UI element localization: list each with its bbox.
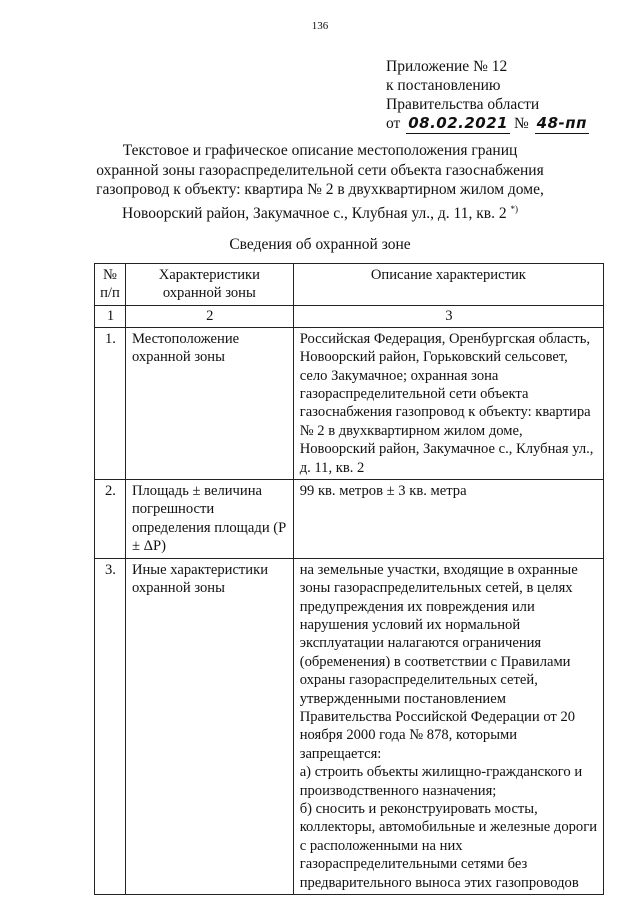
zone-info-table bbox=[94, 263, 604, 895]
row-2-num: 2. bbox=[95, 480, 126, 559]
header-char-line-1: Характеристики bbox=[158, 267, 260, 283]
row-3-description bbox=[293, 558, 603, 894]
header-num bbox=[95, 264, 126, 306]
row-3-desc-paragraph-1: на земельные участки, входящие в охранные зоны газораспределительных сетей, в целях предупреждения их повреждения или нарушения условий их нормальной эксплуатации налагаются ограничения (обременения) в соответствии с Правилами охраны газораспределительных сетей, утвержденными постановлением Правительства Российской Федерации от 20 ноября 2000 года № 878, которыми запрещается: bbox=[299, 561, 578, 762]
table-row bbox=[95, 558, 604, 894]
handwritten-date: 08.02.2021 bbox=[408, 114, 509, 132]
appendix-line-3: Правительства области bbox=[386, 96, 540, 113]
title-line-4 bbox=[90, 200, 550, 224]
index-cell-2: 2 bbox=[125, 305, 293, 327]
appendix-date-line bbox=[386, 114, 589, 134]
table-row bbox=[95, 480, 604, 559]
row-2-description: 99 кв. метров ± 3 кв. метра bbox=[293, 480, 603, 559]
title-line-3: газопровод к объекту: квартира № 2 в двухквартирном жилом доме, bbox=[96, 181, 544, 198]
row-1-characteristic: Местоположение охранной зоны bbox=[125, 327, 293, 479]
header-description: Описание характеристик bbox=[293, 264, 603, 306]
date-prefix: от bbox=[386, 115, 401, 132]
title-line-2: охранной зоны газораспределительной сети объекта газоснабжения bbox=[96, 161, 544, 179]
row-3-num: 3. bbox=[95, 558, 126, 894]
header-characteristics bbox=[125, 264, 293, 306]
title-line-4-text: Новоорский район, Закумачное с., Клубная ул., д. 11, кв. 2 bbox=[122, 204, 507, 222]
row-1-description: Российская Федерация, Оренбургская область, Новоорский район, Горьковский сельсовет, село Закумачное; охранная зона газораспределительной сети объекта газоснабжения газопровод к объекту: квартира № 2 в двухквартирном жилом доме, Новоорский район, Закумачное с., Клубная ул., д. 11, кв. 2 bbox=[293, 327, 603, 479]
row-3-characteristic: Иные характеристики охранной зоны bbox=[125, 558, 293, 894]
document-title bbox=[90, 141, 550, 223]
table-row bbox=[95, 327, 604, 479]
appendix-line-1: Приложение № 12 bbox=[386, 58, 508, 75]
appendix-line-2: к постановлению bbox=[386, 77, 501, 94]
row-3-desc-paragraph-2: а) строить объекты жилищно-гражданского и производственного назначения; bbox=[299, 764, 583, 799]
table-header-row bbox=[95, 264, 604, 306]
header-num-line-2: п/п bbox=[100, 285, 120, 302]
header-char-line-2: охранной зоны bbox=[162, 285, 256, 302]
page-number: 136 bbox=[311, 20, 329, 32]
row-3-desc-paragraph-3: б) сносить и реконструировать мосты, коллекторы, автомобильные и железные дороги с расположенными на них газораспределительными сетями без предварительного выноса этих газопроводов bbox=[299, 800, 598, 891]
index-cell-1: 1 bbox=[95, 305, 126, 327]
handwritten-number: 48-пп bbox=[536, 114, 587, 132]
row-1-num: 1. bbox=[95, 327, 126, 479]
table-index-row bbox=[95, 305, 604, 327]
section-subtitle: Сведения об охранной зоне bbox=[229, 236, 411, 253]
footnote-mark: *) bbox=[510, 203, 518, 214]
index-cell-3: 3 bbox=[293, 305, 603, 327]
number-sign: № bbox=[513, 115, 529, 132]
row-2-characteristic: Площадь ± величина погрешности определения площади (P ± ΔP) bbox=[125, 480, 293, 559]
header-num-line-1: № bbox=[103, 267, 117, 283]
title-line-1: Текстовое и графическое описание местоположения границ bbox=[122, 142, 518, 159]
appendix-block bbox=[386, 57, 589, 134]
